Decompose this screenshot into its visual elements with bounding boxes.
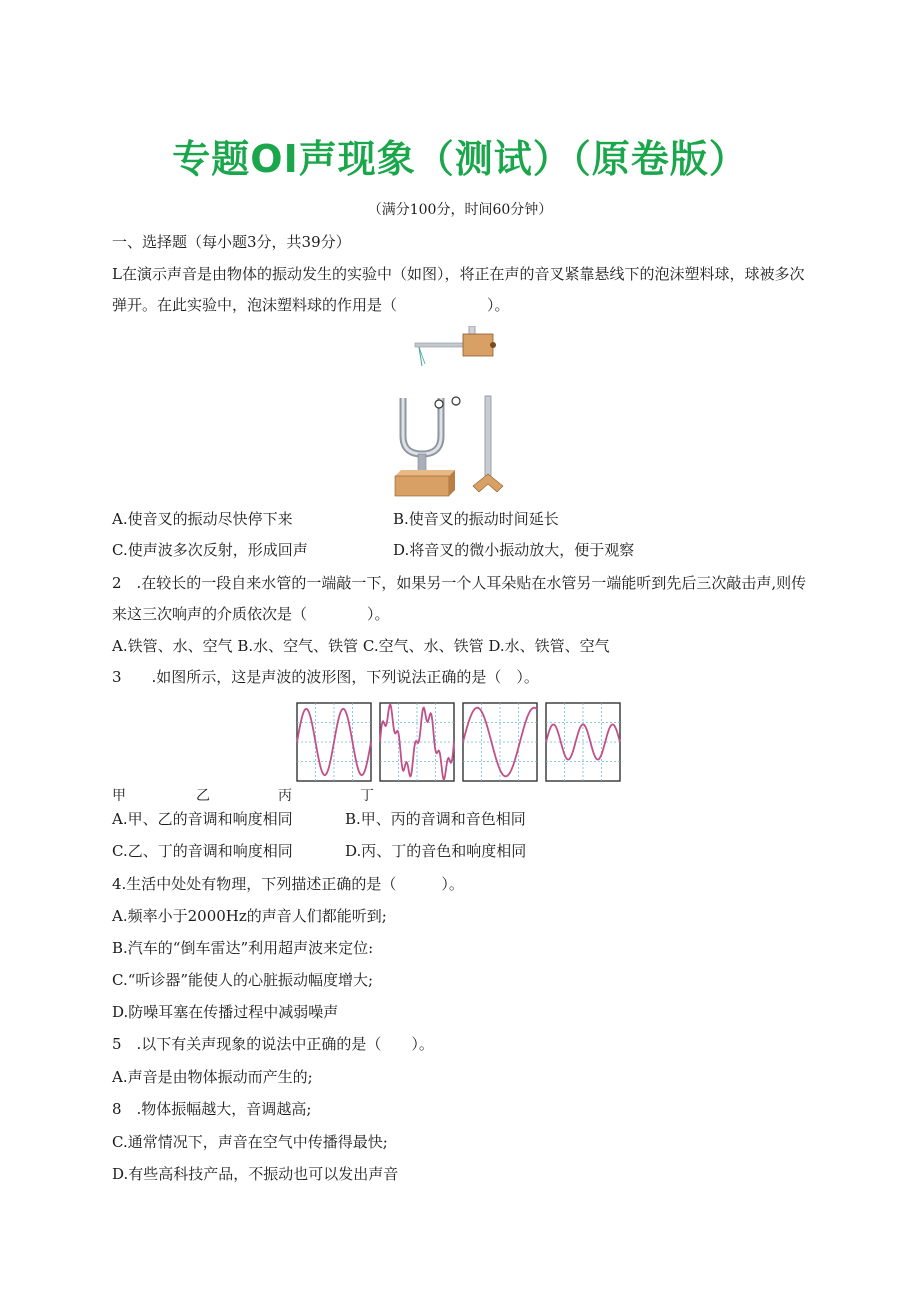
q5-option-c: C.通常情况下，声音在空气中传播得最快; xyxy=(112,1133,388,1151)
q4-option-a: A.频率小于2000Hz的声音人们都能听到; xyxy=(112,907,387,925)
subtitle: （满分100分，时间60分钟） xyxy=(367,202,553,218)
q3-option-d: D.丙、丁的音色和响度相同 xyxy=(345,842,527,860)
q1-option-a: A.使音叉的振动尽快停下来 xyxy=(112,510,293,528)
wave-label-jia: 甲 xyxy=(112,788,126,804)
q3-option-c: C.乙、丁的音调和响度相同 xyxy=(112,842,293,860)
section-heading: 一、选择题（每小题3分，共39分） xyxy=(112,233,351,251)
q5-option-b: 8 .物体振幅越大，音调越高; xyxy=(112,1100,312,1118)
q1-option-d: D.将音叉的微小振动放大，便于观察 xyxy=(393,541,635,559)
tuning-fork-figure xyxy=(385,326,535,498)
q5-line1: 5 .以下有关声现象的说法中正确的是（ ）。 xyxy=(112,1035,434,1053)
q2-line2: 来这三次响声的介质依次是（ ）。 xyxy=(112,605,390,623)
waveform-panel-yi xyxy=(380,703,454,781)
wave-label-yi: 乙 xyxy=(196,788,210,804)
wave-label-ding: 丁 xyxy=(360,788,374,804)
waveform-panel-ding xyxy=(546,703,620,781)
q4-option-b: B.汽车的“倒车雷达”利用超声波来定位: xyxy=(112,939,374,957)
q3-option-b: B.甲、丙的音调和音色相同 xyxy=(345,810,526,828)
page-title: 专题OI声现象（测试）（原卷版） xyxy=(172,137,748,181)
q4-option-d: D.防噪耳塞在传播过程中减弱噪声 xyxy=(112,1003,339,1021)
q2-options: A.铁管、水、空气 B.水、空气、铁管 C.空气、水、铁管 D.水、铁管、空气 xyxy=(112,637,610,655)
q1-option-b: B.使音叉的振动时间延长 xyxy=(393,510,559,528)
q4-option-c: C.“听诊器”能使人的心脏振动幅度增大; xyxy=(112,971,374,989)
q1-option-c: C.使声波多次反射，形成回声 xyxy=(112,541,308,559)
wave-label-bing: 丙 xyxy=(278,788,292,804)
q5-option-d: D.有些高科技产品，不振动也可以发出声音 xyxy=(112,1165,399,1183)
waveform-panel-jia xyxy=(297,703,371,781)
q5-option-a: A.声音是由物体振动而产生的; xyxy=(112,1068,313,1086)
waveform-svg xyxy=(296,702,622,782)
q3-option-a: A.甲、乙的音调和响度相同 xyxy=(112,810,293,828)
q3-line1: 3 .如图所示，这是声波的波形图，下列说法正确的是（ ）。 xyxy=(112,668,539,686)
waveform-figure xyxy=(296,702,622,782)
waveform-panel-bing xyxy=(463,703,537,781)
q1-line1: L在演示声音是由物体的振动发生的实验中（如图），将正在声的音叉紧靠悬线下的泡沫塑料球，球被多次 xyxy=(112,265,805,283)
q4-line1: 4.生活中处处有物理，下列描述正确的是（ ）。 xyxy=(112,875,464,893)
q2-line1: 2 .在较长的一段自来水管的一端敲一下，如果另一个人耳朵贴在水管另一端能听到先后三次敲击声,则传 xyxy=(112,574,807,592)
q1-line2: 弹开。在此实验中，泡沫塑料球的作用是（ ）。 xyxy=(112,296,510,314)
